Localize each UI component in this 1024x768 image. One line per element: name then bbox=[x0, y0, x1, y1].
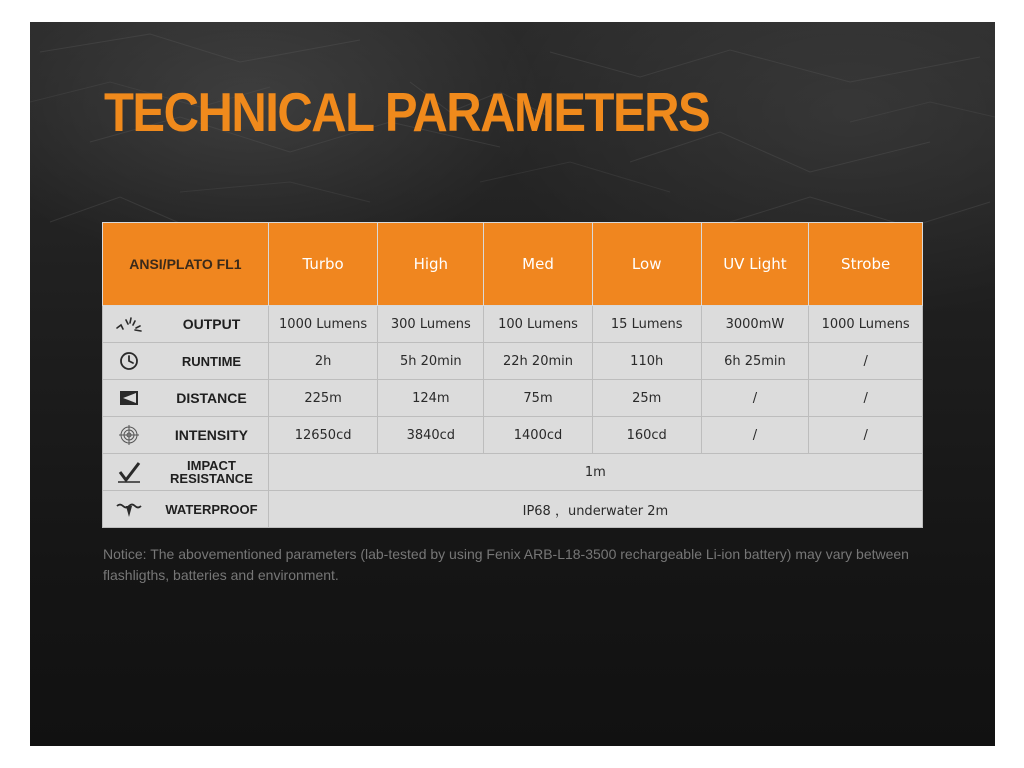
output-med: 100 Lumens bbox=[484, 306, 593, 343]
table-row-output bbox=[103, 306, 923, 343]
distance-icon bbox=[114, 386, 144, 410]
clock-icon-cell bbox=[103, 343, 156, 380]
intensity-turbo: 12650cd bbox=[268, 417, 378, 454]
table-row-distance bbox=[103, 380, 923, 417]
output-icon-cell bbox=[103, 306, 156, 343]
runtime-med: 22h 20min bbox=[484, 343, 593, 380]
waterproof-icon bbox=[114, 497, 144, 521]
column-header-strobe: Strobe bbox=[809, 223, 923, 306]
column-header-med: Med bbox=[484, 223, 593, 306]
output-icon bbox=[114, 312, 144, 336]
distance-strobe: / bbox=[809, 380, 923, 417]
page-title: TECHNICAL PARAMETERS bbox=[104, 82, 710, 144]
output-turbo: 1000 Lumens bbox=[268, 306, 378, 343]
table-header-row bbox=[103, 223, 923, 306]
impact-label-line1: IMPACT bbox=[187, 458, 236, 473]
notice-text: Notice: The abovementioned parameters (lab-tested by using Fenix ARB-L18-3500 rechargeable Li-ion battery) may vary between flashligths, batteries and environment. bbox=[103, 546, 909, 583]
distance-med: 75m bbox=[484, 380, 593, 417]
column-header-high: High bbox=[378, 223, 484, 306]
column-header-turbo: Turbo bbox=[268, 223, 378, 306]
row-label-intensity: INTENSITY bbox=[155, 417, 268, 454]
row-label-runtime: RUNTIME bbox=[155, 343, 268, 380]
table-row-runtime bbox=[103, 343, 923, 380]
impact-label-line2: RESISTANCE bbox=[170, 471, 253, 486]
distance-high: 124m bbox=[378, 380, 484, 417]
impact-icon bbox=[114, 460, 144, 484]
column-header-uv-light: UV Light bbox=[701, 223, 809, 306]
row-label-waterproof: WATERPROOF bbox=[155, 491, 268, 528]
header-label: ANSI/PLATO FL1 bbox=[103, 223, 269, 306]
output-low: 15 Lumens bbox=[592, 306, 701, 343]
runtime-high: 5h 20min bbox=[378, 343, 484, 380]
intensity-uv-light: / bbox=[701, 417, 809, 454]
distance-icon-cell bbox=[103, 380, 156, 417]
waterproof-icon-cell bbox=[103, 491, 156, 528]
runtime-uv-light: 6h 25min bbox=[701, 343, 809, 380]
row-label-impact bbox=[155, 454, 268, 491]
crosshair-icon bbox=[114, 423, 144, 447]
runtime-strobe: / bbox=[809, 343, 923, 380]
distance-uv-light: / bbox=[701, 380, 809, 417]
row-label-distance: DISTANCE bbox=[155, 380, 268, 417]
output-uv-light: 3000mW bbox=[701, 306, 809, 343]
distance-low: 25m bbox=[592, 380, 701, 417]
runtime-low: 110h bbox=[592, 343, 701, 380]
background-panel bbox=[30, 22, 995, 746]
waterproof-value: IP68 ，underwater 2m bbox=[268, 491, 922, 528]
table-row-impact bbox=[103, 454, 923, 491]
table-row-waterproof bbox=[103, 491, 923, 528]
output-high: 300 Lumens bbox=[378, 306, 484, 343]
column-header-low: Low bbox=[592, 223, 701, 306]
runtime-turbo: 2h bbox=[268, 343, 378, 380]
intensity-strobe: / bbox=[809, 417, 923, 454]
impact-value: 1m bbox=[268, 454, 922, 491]
output-strobe: 1000 Lumens bbox=[809, 306, 923, 343]
technical-parameters-table bbox=[102, 222, 923, 528]
row-label-output: OUTPUT bbox=[155, 306, 268, 343]
distance-turbo: 225m bbox=[268, 380, 378, 417]
crosshair-icon-cell bbox=[103, 417, 156, 454]
clock-icon bbox=[114, 349, 144, 373]
intensity-med: 1400cd bbox=[484, 417, 593, 454]
intensity-low: 160cd bbox=[592, 417, 701, 454]
impact-icon-cell bbox=[103, 454, 156, 491]
table-row-intensity bbox=[103, 417, 923, 454]
intensity-high: 3840cd bbox=[378, 417, 484, 454]
